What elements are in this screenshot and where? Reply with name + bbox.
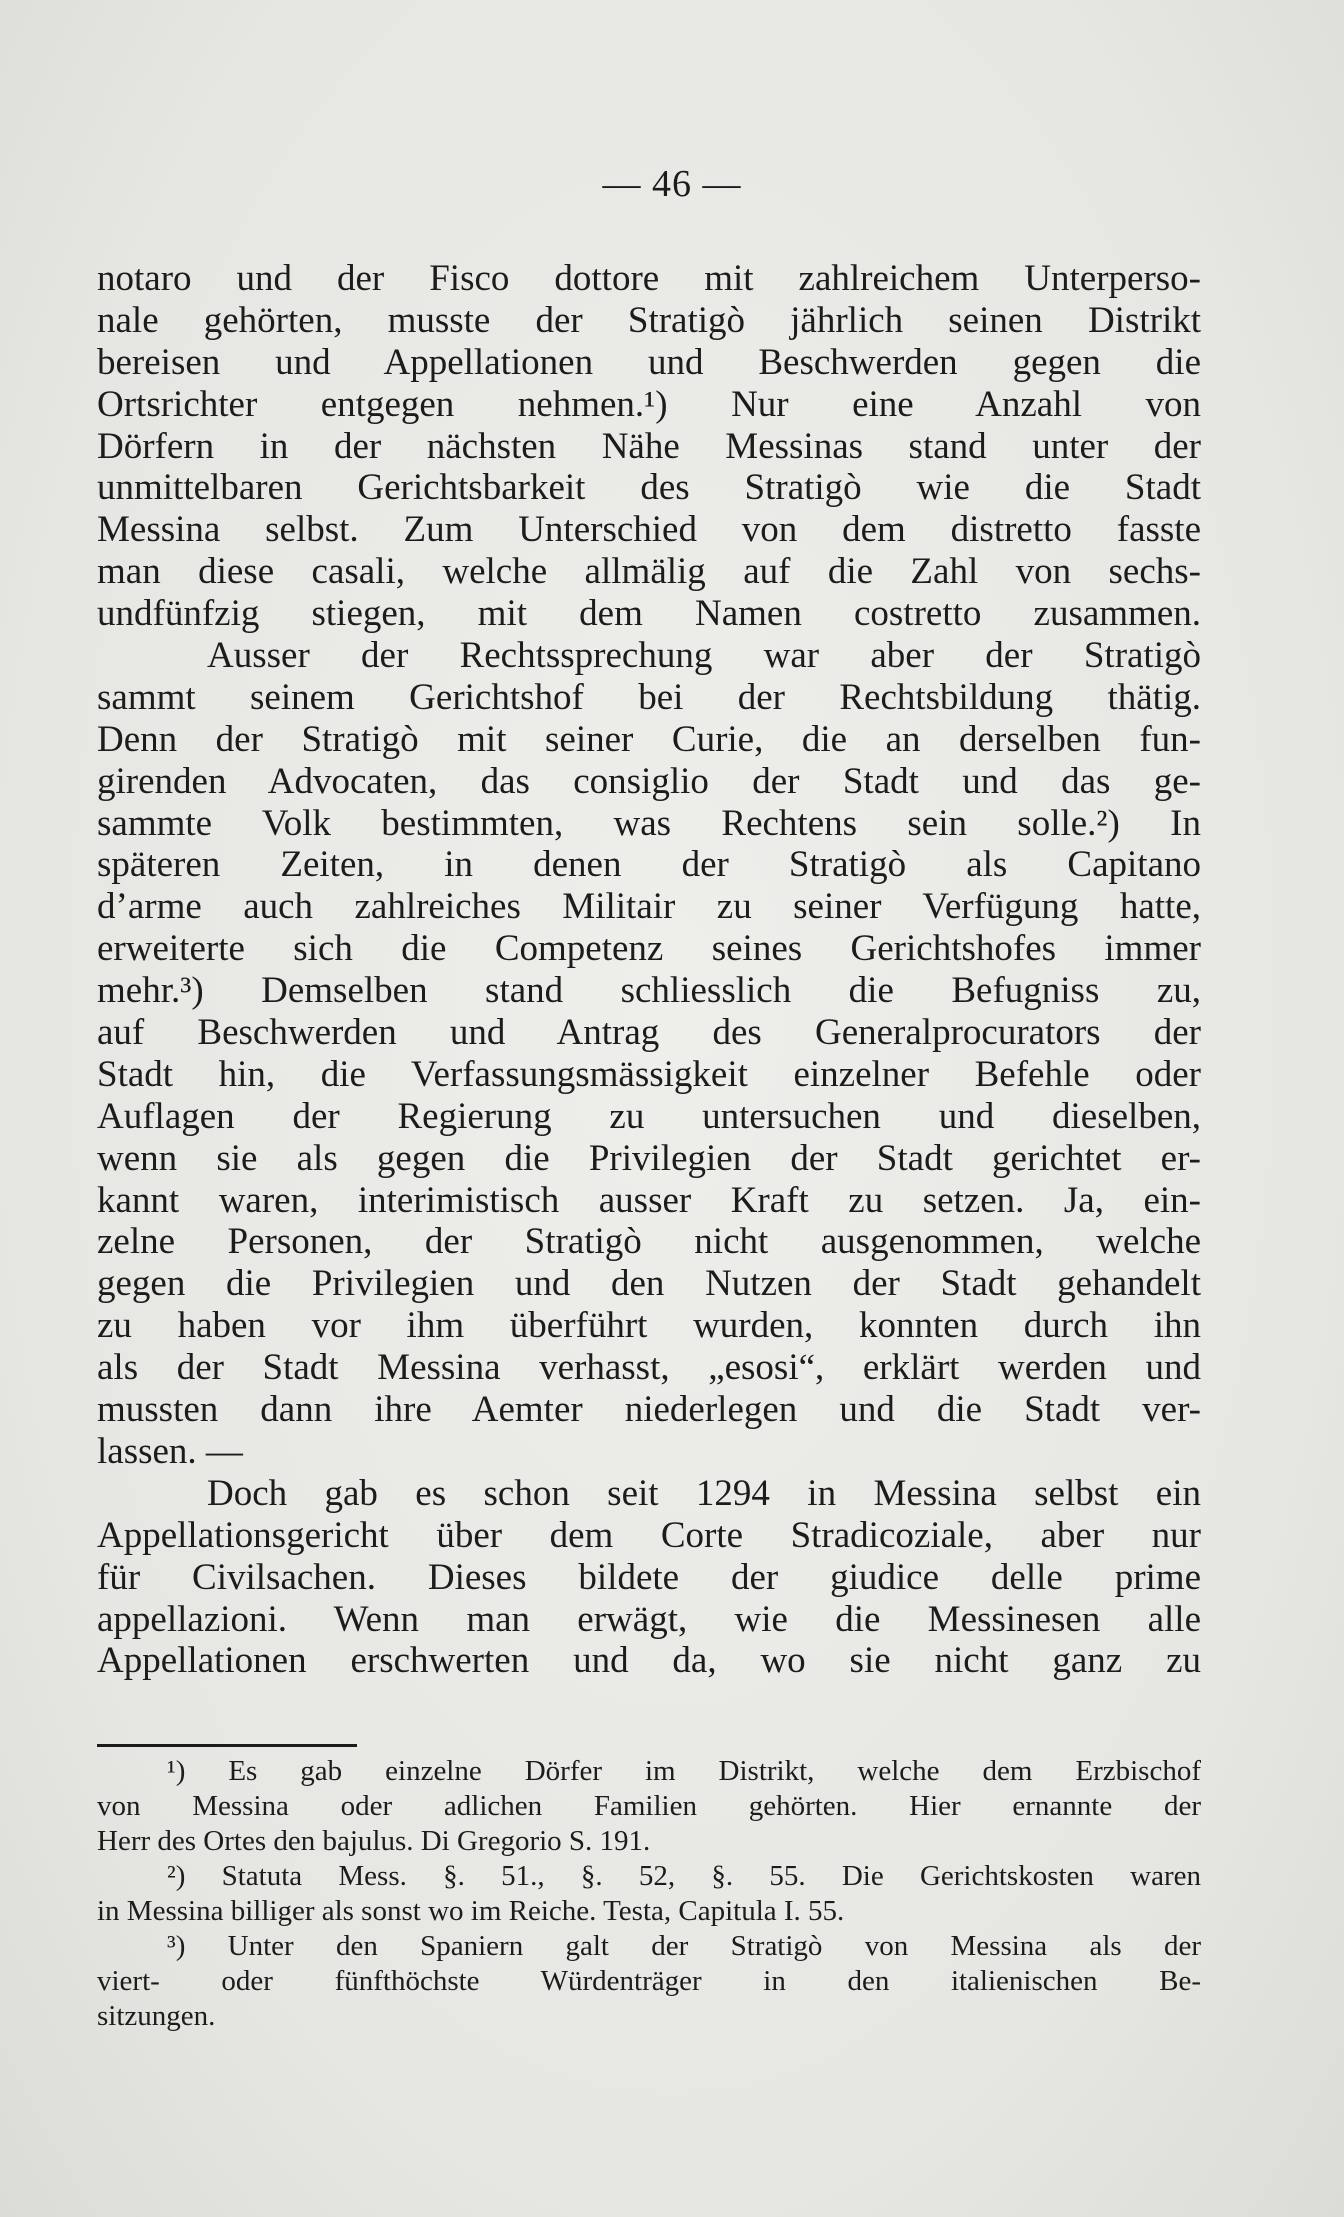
- text-line: Stadt hin, die Verfassungsmässigkeit einzelner Befehle oder: [97, 1053, 1201, 1095]
- text-line: man diese casali, welche allmälig auf die Zahl von sechs-: [97, 551, 1201, 593]
- text-line: als der Stadt Messina verhasst, „esosi“, erklärt werden und: [97, 1347, 1201, 1389]
- text-line: erweiterte sich die Competenz seines Gerichtshofes immer: [97, 928, 1201, 970]
- text-line: späteren Zeiten, in denen der Stratigò als Capitano: [97, 844, 1201, 886]
- text-line: bereisen und Appellationen und Beschwerden gegen die: [97, 341, 1201, 383]
- footnote-line: ²) Statuta Mess. §. 51., §. 52, §. 55. Die Gerichtskosten waren: [167, 1860, 1201, 1892]
- text-line: notaro und der Fisco dottore mit zahlreichem Unterperso-: [97, 258, 1201, 299]
- text-line: mehr.³) Demselben stand schliesslich die Befugniss zu,: [97, 970, 1201, 1012]
- text-line: wenn sie als gegen die Privilegien der Stadt gerichtet er-: [97, 1137, 1201, 1179]
- text-line: nale gehörten, musste der Stratigò jährlich seinen Distrikt: [97, 299, 1201, 341]
- text-line: Auflagen der Regierung zu untersuchen und dieselben,: [97, 1095, 1201, 1137]
- footnote-line: ³) Unter den Spaniern galt der Stratigò von Messina als der: [167, 1930, 1201, 1962]
- text-line: Messina selbst. Zum Unterschied von dem distretto fasste: [97, 509, 1201, 551]
- text-line: Appellationsgericht über dem Corte Stradicoziale, aber nur: [97, 1514, 1201, 1556]
- text-line: zu haben vor ihm überführt wurden, konnten durch ihn: [97, 1305, 1201, 1347]
- text-line: Dörfern in der nächsten Nähe Messinas stand unter der: [97, 425, 1201, 467]
- text-line: sammte Volk bestimmten, was Rechtens sein solle.²) In: [97, 802, 1201, 844]
- footnote-line: in Messina billiger als sonst wo im Reiche. Testa, Capitula I. 55.: [97, 1895, 845, 1927]
- text-line: mussten dann ihre Aemter niederlegen und die Stadt ver-: [97, 1389, 1201, 1431]
- footnotes: [97, 1754, 1201, 2034]
- footnote-line: ¹) Es gab einzelne Dörfer im Distrikt, welche dem Erzbischof: [167, 1755, 1201, 1787]
- text-line: appellazioni. Wenn man erwägt, wie die Messinesen alle: [97, 1598, 1201, 1640]
- text-line: zelne Personen, der Stratigò nicht ausgenommen, welche: [97, 1221, 1201, 1263]
- text-line: unmittelbaren Gerichtsbarkeit des Stratigò wie die Stadt: [97, 467, 1201, 509]
- main-text: [97, 258, 1201, 1682]
- text-line: sammt seinem Gerichtshof bei der Rechtsbildung thätig.: [97, 676, 1201, 718]
- text-line: undfünfzig stiegen, mit dem Namen costretto zusammen.: [97, 593, 1201, 635]
- text-line: auf Beschwerden und Antrag des Generalprocurators der: [97, 1012, 1201, 1054]
- text-line: Ortsrichter entgegen nehmen.¹) Nur eine Anzahl von: [97, 383, 1201, 425]
- text-line: d’arme auch zahlreiches Militair zu seiner Verfügung hatte,: [97, 886, 1201, 928]
- text-line: gegen die Privilegien und den Nutzen der Stadt gehandelt: [97, 1263, 1201, 1305]
- page-number: — 46 —: [602, 163, 742, 205]
- footnote-line: viert- oder fünfthöchste Würdenträger in den italienischen Be-: [97, 1965, 1201, 1997]
- text-line: Ausser der Rechtssprechung war aber der Stratigò: [207, 635, 1201, 677]
- text-line: für Civilsachen. Dieses bildete der giudice delle prime: [97, 1556, 1201, 1598]
- text-line: kannt waren, interimistisch ausser Kraft zu setzen. Ja, ein-: [97, 1179, 1201, 1221]
- footnote-line: sitzungen.: [97, 2000, 216, 2032]
- text-line: Denn der Stratigò mit seiner Curie, die an derselben fun-: [97, 718, 1201, 760]
- footnote-line: Herr des Ortes den bajulus. Di Gregorio S. 191.: [97, 1825, 651, 1857]
- text-line: Appellationen erschwerten und da, wo sie nicht ganz zu: [97, 1640, 1201, 1682]
- text-line: Doch gab es schon seit 1294 in Messina selbst ein: [207, 1472, 1201, 1514]
- text-line: lassen. —: [97, 1430, 243, 1472]
- footnote-line: von Messina oder adlichen Familien gehörten. Hier ernannte der: [97, 1790, 1201, 1822]
- footnote-separator: [97, 1744, 357, 1747]
- text-line: girenden Advocaten, das consiglio der Stadt und das ge-: [97, 760, 1201, 802]
